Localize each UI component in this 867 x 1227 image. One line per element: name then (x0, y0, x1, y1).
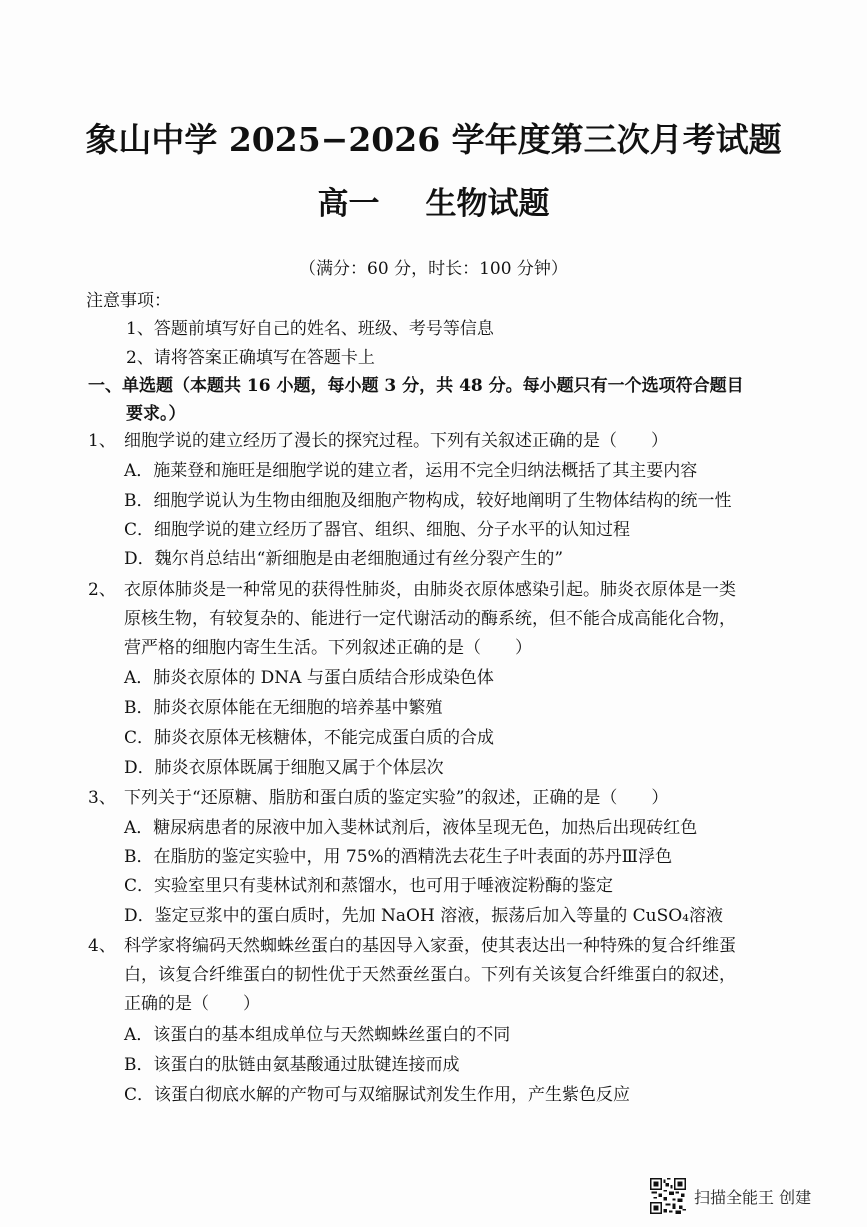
question-4-option-b: B．该蛋白的肽链由氨基酸通过肽键连接而成 (124, 1055, 460, 1075)
question-1-option-d: D．魏尔肖总结出“新细胞是由老细胞通过有丝分裂产生的” (124, 549, 564, 569)
watermark-text: 扫描全能王 创建 (694, 1187, 812, 1207)
notice-title: 注意事项： (86, 291, 171, 311)
question-4-option-a: A．该蛋白的基本组成单位与天然蜘蛛丝蛋白的不同 (124, 1025, 511, 1045)
question-4-option-c: C．该蛋白彻底水解的产物可与双缩脲试剂发生作用，产生紫色反应 (124, 1085, 631, 1105)
question-stem-line: 白，该复合纤维蛋白的韧性优于天然蚕丝蛋白。下列有关该复合纤维蛋白的叙述， (124, 965, 736, 985)
question-number: 1、 (88, 431, 116, 451)
question-number: 3、 (88, 788, 116, 808)
question-2-stem (88, 576, 828, 663)
question-2-option-b: B．肺炎衣原体能在无细胞的培养基中繁殖 (124, 698, 443, 718)
question-3-stem (88, 784, 828, 813)
scanner-watermark (650, 1178, 811, 1214)
question-stem-line: 下列关于“还原糖、脂肪和蛋白质的鉴定实验”的叙述，正确的是（ ） (124, 788, 669, 808)
question-number: 4、 (88, 936, 116, 956)
question-stem-line: 正确的是（ ） (124, 994, 260, 1014)
question-number: 2、 (88, 580, 116, 600)
grade-label: 高一 (317, 186, 380, 222)
question-stem-line: 原核生物，有较复杂的、能进行一定代谢活动的酶系统，但不能合成高能化合物， (124, 609, 736, 629)
section-heading (88, 372, 818, 428)
qr-code-icon (650, 1178, 686, 1214)
question-1-option-b: B．细胞学说认为生物由细胞及细胞产物构成，较好地阐明了生物体结构的统一性 (124, 491, 732, 511)
question-1-option-a: A．施莱登和施旺是细胞学说的建立者，运用不完全归纳法概括了其主要内容 (124, 461, 698, 481)
subject-label: 生物试题 (425, 186, 550, 222)
question-2-option-a: A．肺炎衣原体的 DNA 与蛋白质结合形成染色体 (124, 668, 494, 688)
section-heading-line1: 一、单选题（本题共 16 小题，每小题 3 分，共 48 分。每小题只有一个选项符合题目 (88, 376, 744, 396)
exam-info: （满分：60 分，时长：100 分钟） (299, 259, 568, 279)
question-2-option-d: D．肺炎衣原体既属于细胞又属于个体层次 (124, 758, 444, 778)
question-3-option-d: D．鉴定豆浆中的蛋白质时，先加 NaOH 溶液，振荡后加入等量的 CuSO₄溶液 (124, 906, 723, 926)
question-1-option-c: C．细胞学说的建立经历了器官、组织、细胞、分子水平的认知过程 (124, 520, 631, 540)
question-1-stem (88, 427, 828, 456)
question-4-stem (88, 932, 828, 1019)
question-stem-line: 营严格的细胞内寄生生活。下列叙述正确的是（ ） (124, 638, 532, 658)
question-2-option-c: C．肺炎衣原体无核糖体，不能完成蛋白质的合成 (124, 728, 495, 748)
question-stem-line: 衣原体肺炎是一种常见的获得性肺炎，由肺炎衣原体感染引起。肺炎衣原体是一类 (124, 580, 736, 600)
section-heading-line2: 要求。） (126, 404, 186, 424)
question-stem-line: 细胞学说的建立经历了漫长的探究过程。下列有关叙述正确的是（ ） (124, 431, 668, 451)
exam-title: 象山中学 2025−2026 学年度第三次月考试题 (85, 120, 782, 159)
notice-item: 1、答题前填写好自己的姓名、班级、考号等信息 (126, 319, 494, 339)
question-3-option-b: B．在脂肪的鉴定实验中，用 75%的酒精洗去花生子叶表面的苏丹Ⅲ浮色 (124, 847, 673, 867)
question-3-option-c: C．实验室里只有斐林试剂和蒸馏水，也可用于唾液淀粉酶的鉴定 (124, 876, 614, 896)
question-3-option-a: A．糖尿病患者的尿液中加入斐林试剂后，液体呈现无色，加热后出现砖红色 (124, 818, 698, 838)
notice-item: 2、请将答案正确填写在答题卡上 (126, 348, 375, 368)
exam-subject-title (0, 183, 867, 225)
question-stem-line: 科学家将编码天然蜘蛛丝蛋白的基因导入家蚕，使其表达出一种特殊的复合纤维蛋 (124, 936, 736, 956)
